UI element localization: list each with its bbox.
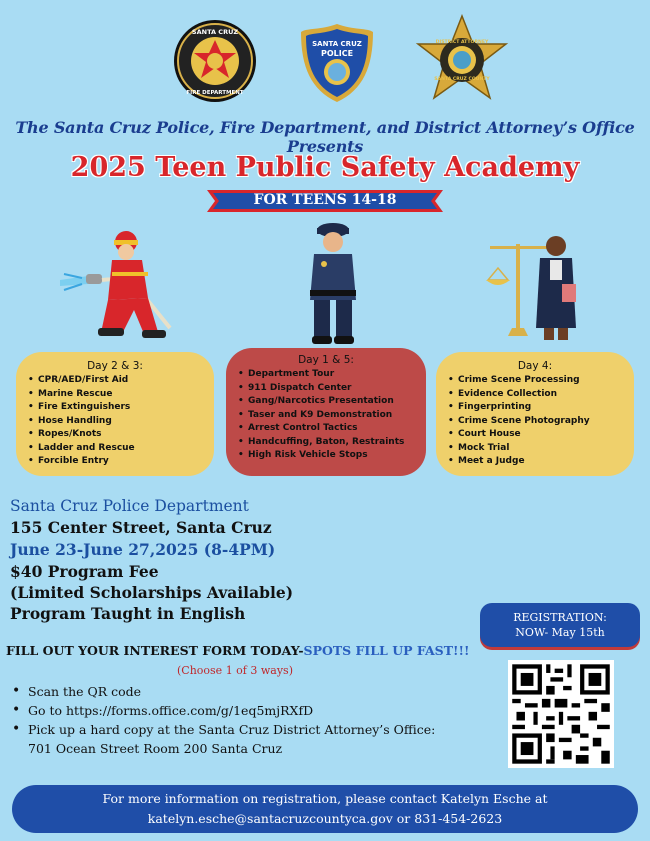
list-item: • Hose Handling: [26, 415, 204, 429]
list-item: • Arrest Control Tactics: [236, 422, 416, 436]
police-badge-text-top: SANTA CRUZ: [312, 40, 362, 48]
scholarship-note: (Limited Scholarships Available): [10, 583, 294, 602]
list-item: • Court House: [446, 428, 624, 442]
day-1-5-title: Day 1 & 5:: [298, 354, 354, 366]
da-badge-text-bottom: SANTA CRUZ COUNTY: [434, 77, 490, 82]
police-officer-illustration: [300, 220, 366, 346]
registration-date: NOW- May 15th: [515, 626, 605, 639]
presents-heading: The Santa Cruz Police, Fire Department, and District Attorney’s Office Presents: [15, 118, 635, 156]
page-title: 2025 Teen Public Safety Academy: [70, 152, 580, 183]
language-note: Program Taught in English: [10, 604, 246, 623]
day-1-5-card: [226, 348, 426, 476]
da-badge-text-top: DISTRICT ATTORNEY: [435, 40, 489, 45]
list-item: • 911 Dispatch Center: [236, 382, 416, 396]
list-item: • Fingerprinting: [446, 401, 624, 415]
day-4-list: [446, 374, 624, 469]
list-item: • Evidence Collection: [446, 388, 624, 402]
ribbon-label: FOR TEENS 14-18: [253, 192, 397, 208]
list-item: • Fire Extinguishers: [26, 401, 204, 415]
list-item: • Gang/Narcotics Presentation: [236, 395, 416, 409]
list-item: • Marine Rescue: [26, 388, 204, 402]
day-4-title: Day 4:: [517, 360, 553, 372]
police-badge-text-bottom: POLICE: [320, 49, 354, 58]
registration-button[interactable]: [480, 603, 640, 647]
list-item: • Crime Scene Photography: [446, 415, 624, 429]
list-item: • Pick up a hard copy at the Santa Cruz District Attorney’s Office:: [12, 720, 435, 739]
list-item: • CPR/AED/First Aid: [26, 374, 204, 388]
form-link[interactable]: • Go to https://forms.office.com/g/1eq5mjRXfD: [12, 701, 435, 720]
interest-form-heading: [6, 643, 469, 658]
ways-list: [12, 682, 435, 758]
judge-scales-illustration: [486, 232, 586, 344]
list-item: • Forcible Entry: [26, 455, 204, 469]
program-dates: June 23-June 27,2025 (8-4PM): [10, 540, 276, 559]
footer-contact-link[interactable]: katelyn.esche@santacruzcountyca.gov or 831-454-2623: [147, 811, 503, 826]
program-fee: $40 Program Fee: [10, 562, 159, 581]
list-item: • Ladder and Rescue: [26, 442, 204, 456]
footer-line-1: For more information on registration, please contact Katelyn Esche at: [102, 791, 548, 806]
firefighter-illustration: [58, 228, 178, 346]
day-4-card: [436, 352, 634, 476]
police-badge-icon: [298, 22, 376, 104]
interest-prefix: FILL OUT YOUR INTEREST FORM TODAY-: [6, 643, 304, 658]
interest-highlight: SPOTS FILL UP FAST!!!: [303, 643, 470, 658]
day-2-3-title: Day 2 & 3:: [87, 360, 143, 372]
contact-footer: [12, 785, 638, 833]
list-item: • Meet a Judge: [446, 455, 624, 469]
pickup-address: 701 Ocean Street Room 200 Santa Cruz: [28, 741, 283, 756]
fire-badge-text-top: SANTA CRUZ: [191, 28, 239, 36]
list-item: • Department Tour: [236, 368, 416, 382]
department-name: Santa Cruz Police Department: [10, 497, 249, 515]
list-item: • Scan the QR code: [12, 682, 435, 701]
list-item: • Crime Scene Processing: [446, 374, 624, 388]
list-item: • High Risk Vehicle Stops: [236, 449, 416, 463]
day-1-5-list: [236, 368, 416, 463]
list-item: • Taser and K9 Demonstration: [236, 409, 416, 423]
list-item: • Mock Trial: [446, 442, 624, 456]
registration-label: REGISTRATION:: [513, 611, 607, 624]
day-2-3-list: [26, 374, 204, 469]
address: 155 Center Street, Santa Cruz: [10, 518, 272, 537]
choose-ways-note: (Choose 1 of 3 ways): [177, 664, 293, 677]
fire-department-badge-icon: [172, 18, 258, 104]
list-item: • Handcuffing, Baton, Restraints: [236, 436, 416, 450]
qr-code-icon[interactable]: [508, 660, 614, 768]
day-2-3-card: [16, 352, 214, 476]
fire-badge-text-bottom: FIRE DEPARTMENT: [186, 90, 244, 96]
district-attorney-star-badge-icon: [414, 14, 510, 108]
list-item: • Ropes/Knots: [26, 428, 204, 442]
